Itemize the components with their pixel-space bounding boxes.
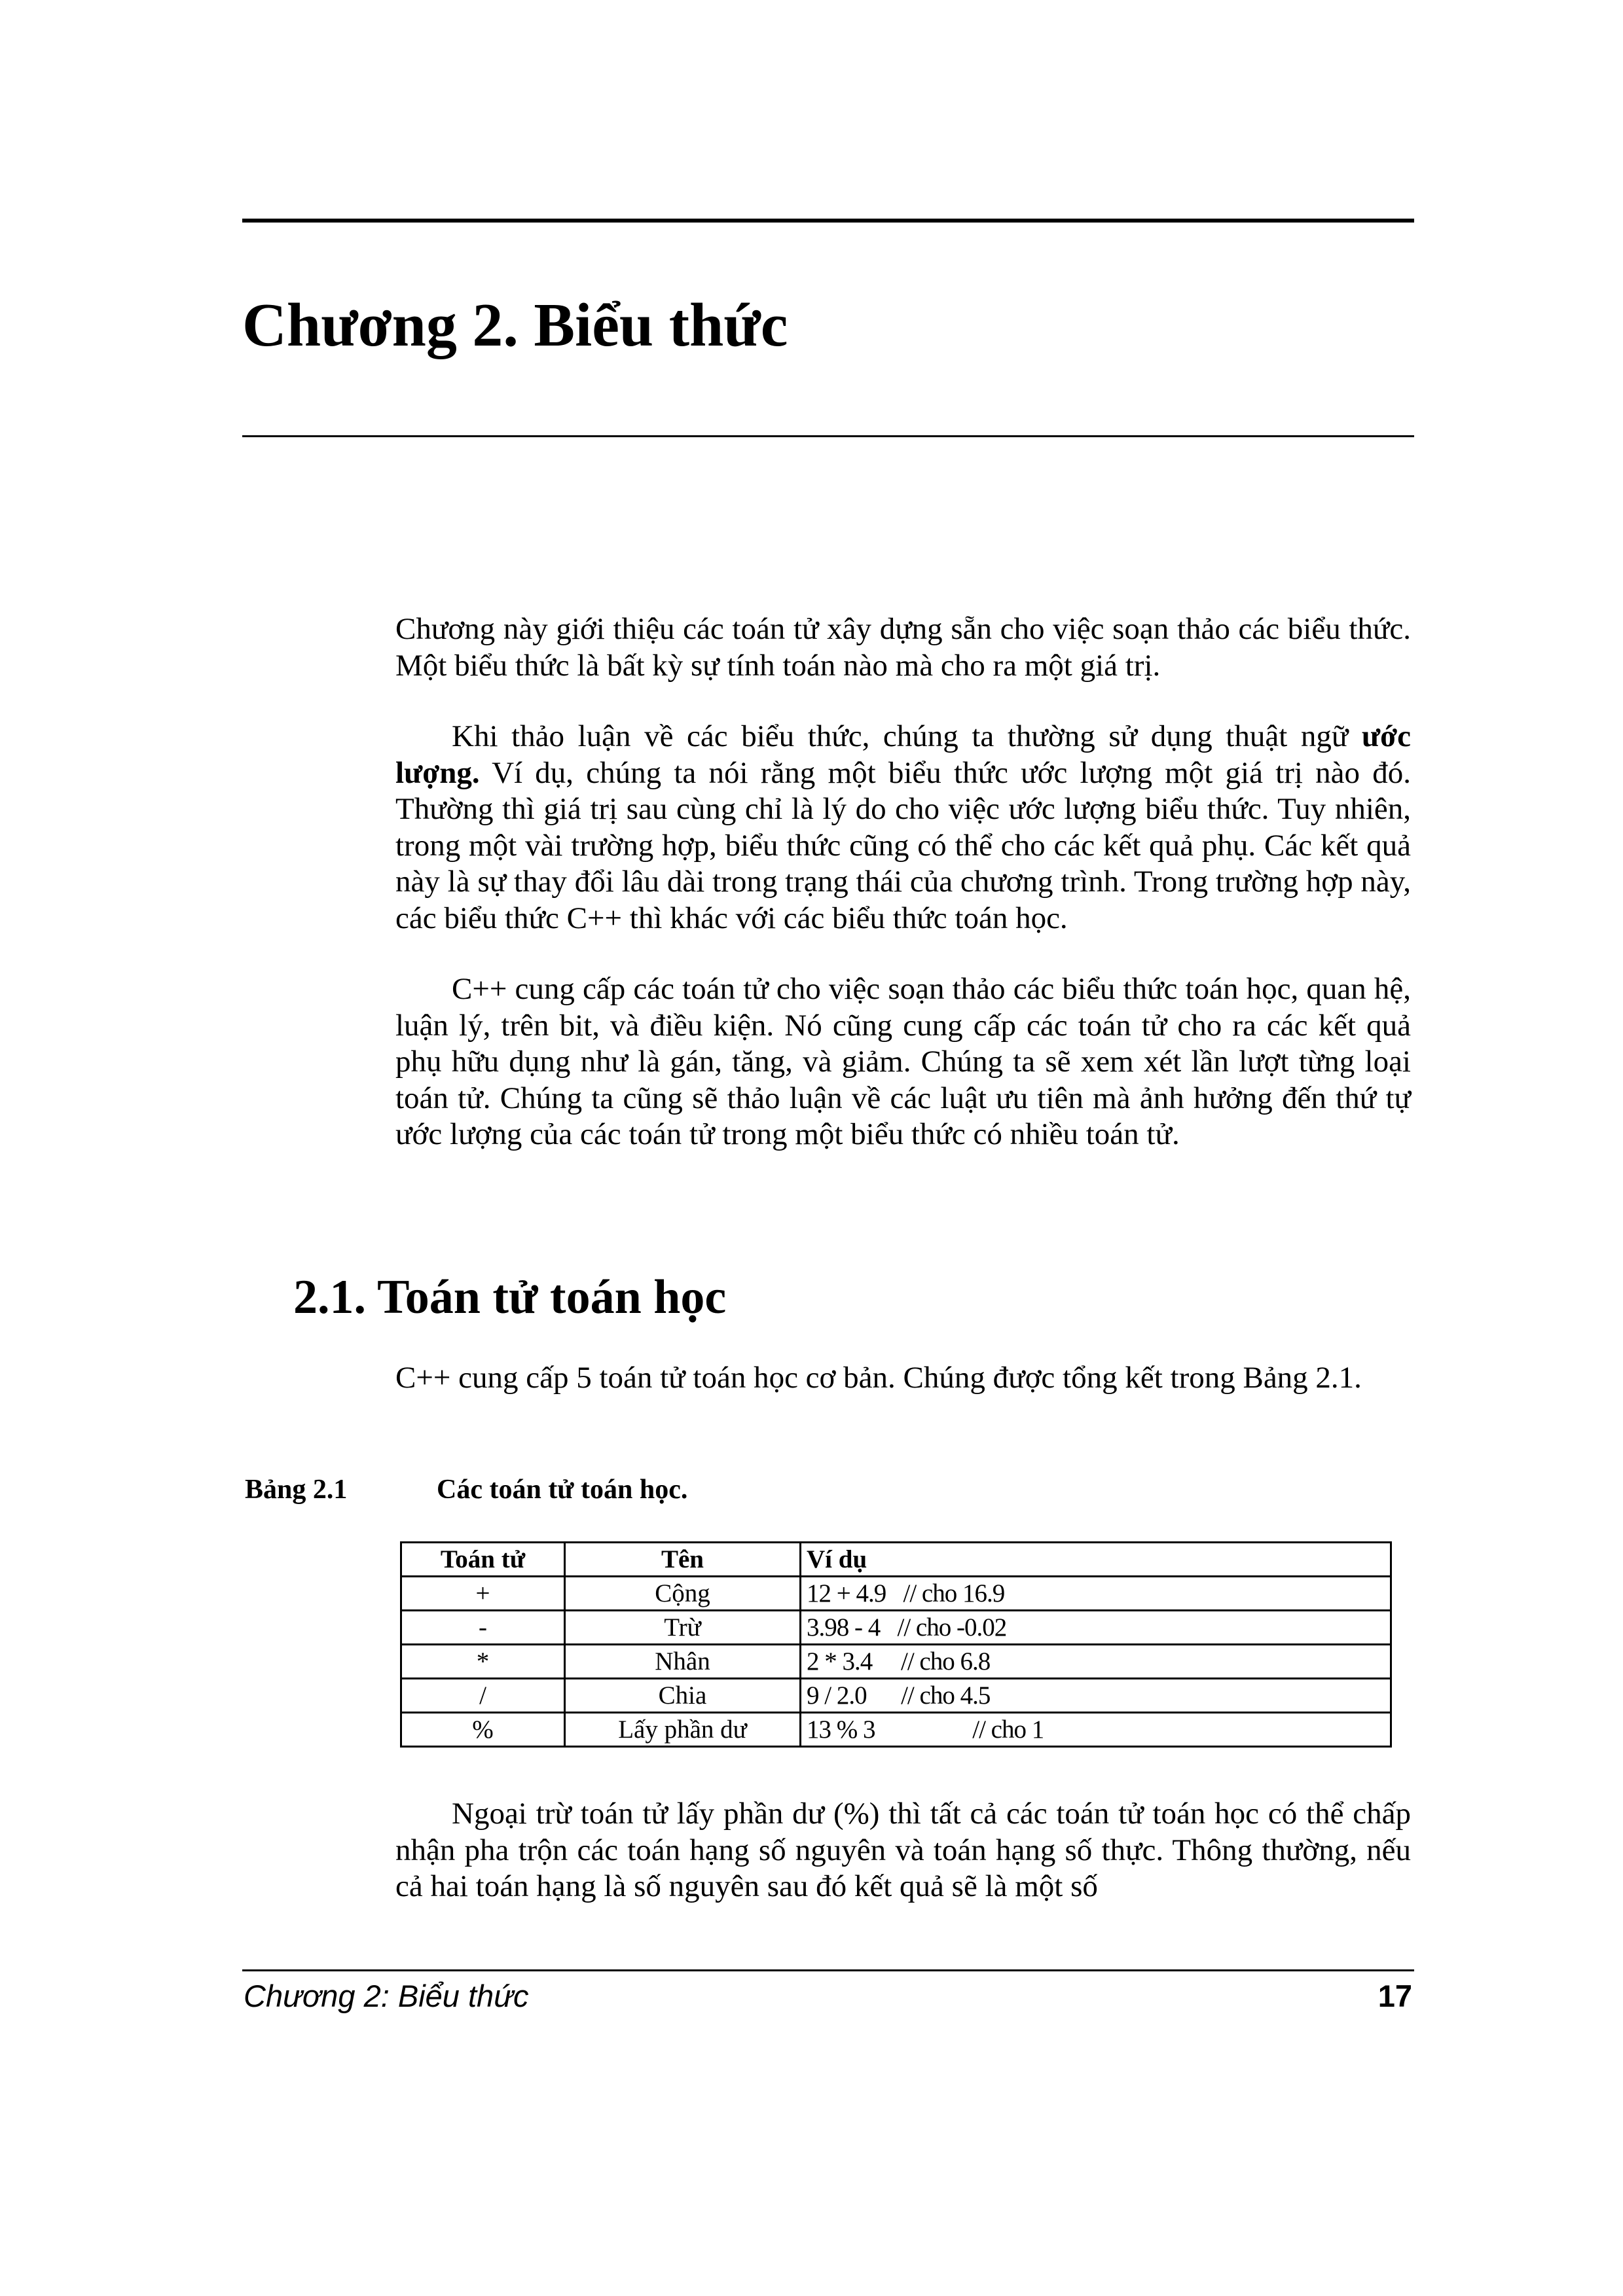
table-row — [401, 1577, 1391, 1611]
table-row — [401, 1713, 1391, 1747]
header-name: Tên — [565, 1543, 801, 1577]
cell-example: 13 % 3 // cho 1 — [801, 1713, 1391, 1747]
cell-operator: + — [401, 1577, 565, 1611]
table-row — [401, 1611, 1391, 1645]
intro-paragraph-2-start: Khi thảo luận về các biểu thức, chúng ta thường sử dụng thuật ngữ — [452, 719, 1362, 753]
cell-name: Lấy phần dư — [565, 1713, 801, 1747]
term-uoc-luong: ước lượng. — [395, 719, 1411, 790]
cell-name: Nhân — [565, 1645, 801, 1679]
intro-paragraph-2-rest: Ví dụ, chúng ta nói rằng một biểu thức ước lượng một giá trị nào đó. Thường thì giá trị sau cùng chỉ là lý do cho việc ước lượng biểu thức. Tuy nhiên, trong một vài trường hợp, biểu thức cũng có thể cho các kết quả phụ. Các kết quả này là sự thay đổi lâu dài trong trạng thái của chương trình. Trong trường hợp này, các biểu thức C++ thì khác với các biểu thức toán học. — [395, 755, 1411, 935]
cell-example: 9 / 2.0 // cho 4.5 — [801, 1679, 1391, 1713]
intro-paragraph-3: C++ cung cấp các toán tử cho việc soạn thảo các biểu thức toán học, quan hệ, luận lý, trên bit, và điều kiện. Nó cũng cung cấp các toán tử cho ra các kết quả phụ hữu dụng như là gán, tăng, và giảm. Chúng ta sẽ xem xét lần lượt từng loại toán tử. Chúng ta cũng sẽ thảo luận về các luật ưu tiên mà ảnh hưởng đến thứ tự ước lượng của các toán tử trong một biểu thức có nhiều toán tử. — [395, 972, 1411, 1151]
intro-paragraph-2 — [395, 719, 1411, 937]
section-paragraph: C++ cung cấp 5 toán tử toán học cơ bản. Chúng được tổng kết trong Bảng 2.1. — [395, 1361, 1362, 1395]
header-operator: Toán tử — [401, 1543, 565, 1577]
footer-chapter-label: Chương 2: Biểu thức — [244, 1979, 529, 2013]
cell-name: Chia — [565, 1679, 801, 1713]
cell-operator: * — [401, 1645, 565, 1679]
chapter-title: Chương 2. Biểu thức — [242, 291, 788, 359]
after-table-paragraph: Ngoại trừ toán tử lấy phần dư (%) thì tất cả các toán tử toán học có thể chấp nhận pha trộn các toán hạng số nguyên và toán hạng số thực. Thông thường, nếu cả hai toán hạng là số nguyên sau đó kết quả sẽ là một số — [395, 1797, 1411, 1903]
cell-name: Trừ — [565, 1611, 801, 1645]
intro-paragraph-1: Chương này giới thiệu các toán tử xây dựng sẵn cho việc soạn thảo các biểu thức. Một biểu thức là bất kỳ sự tính toán nào mà cho ra một giá trị. — [395, 612, 1411, 683]
section-title: 2.1. Toán tử toán học — [293, 1270, 727, 1324]
cell-operator: - — [401, 1611, 565, 1645]
table-header-row — [401, 1543, 1391, 1577]
cell-operator: % — [401, 1713, 565, 1747]
operators-table — [400, 1541, 1392, 1748]
cell-operator: / — [401, 1679, 565, 1713]
title-rule — [242, 435, 1414, 437]
table-row — [401, 1679, 1391, 1713]
table-caption-text: Các toán tử toán học. — [437, 1475, 688, 1505]
header-example: Ví dụ — [801, 1543, 1391, 1577]
table-row — [401, 1645, 1391, 1679]
cell-example: 12 + 4.9 // cho 16.9 — [801, 1577, 1391, 1611]
top-rule — [242, 219, 1414, 223]
cell-example: 3.98 - 4 // cho -0.02 — [801, 1611, 1391, 1645]
footer-rule — [242, 1969, 1414, 1971]
page-number: 17 — [1377, 1979, 1412, 2013]
table-caption-label: Bảng 2.1 — [245, 1475, 348, 1505]
cell-name: Cộng — [565, 1577, 801, 1611]
cell-example: 2 * 3.4 // cho 6.8 — [801, 1645, 1391, 1679]
